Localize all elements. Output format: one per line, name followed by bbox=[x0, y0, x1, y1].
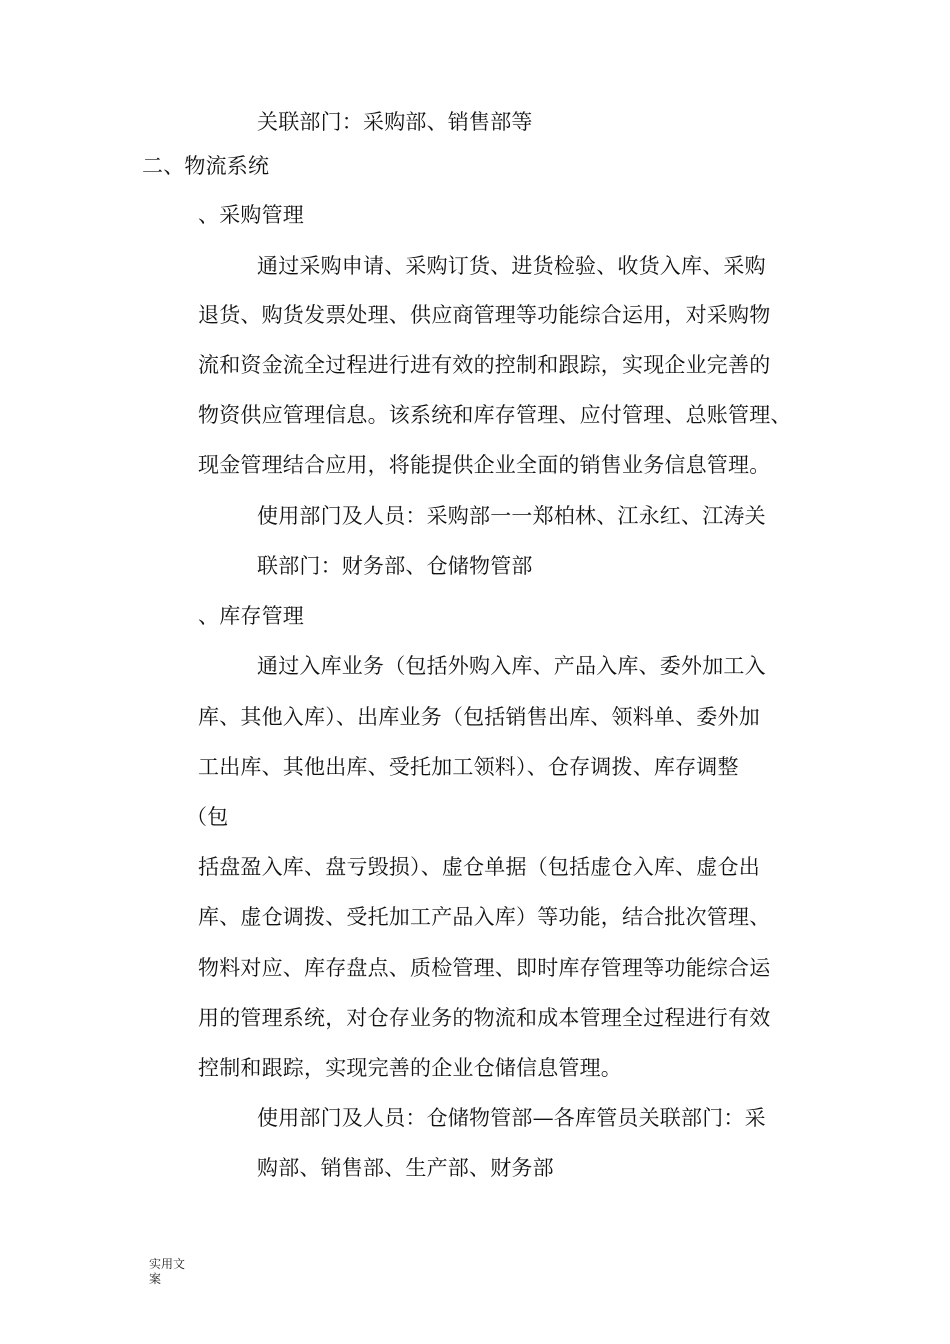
paragraph-line: 通过采购申请、采购订货、进货检验、收货入库、采购 bbox=[257, 254, 766, 278]
related-departments-line: 联部门：财务部、仓储物管部 bbox=[257, 554, 533, 578]
paragraph-line: 物资供应管理信息。该系统和库存管理、应付管理、总账管理、 bbox=[198, 403, 792, 427]
usage-departments-line: 使用部门及人员：采购部一一郑柏林、江永红、江涛关 bbox=[257, 504, 766, 528]
footer-label-line-2: 案 bbox=[149, 1272, 162, 1286]
paragraph-line: 现金管理结合应用，将能提供企业全面的销售业务信息管理。 bbox=[198, 453, 771, 477]
paragraph-line: 库、其他入库）、出库业务（包括销售出库、领料单、委外加 bbox=[198, 705, 760, 729]
related-departments-line: 购部、销售部、生产部、财务部 bbox=[257, 1156, 554, 1180]
paragraph-line: 工出库、其他出库、受托加工领料）、仓存调拨、库存调整 bbox=[198, 755, 739, 779]
paragraph-line: （包 bbox=[186, 805, 229, 829]
paragraph-line: 物料对应、库存盘点、质检管理、即时库存管理等功能综合运 bbox=[198, 956, 771, 980]
subheading-purchase-management: 、采购管理 bbox=[198, 203, 304, 227]
paragraph-line: 控制和跟踪，实现完善的企业仓储信息管理。 bbox=[198, 1056, 622, 1080]
footer-label-line-1: 实用文 bbox=[149, 1257, 186, 1271]
paragraph-line: 退货、购货发票处理、供应商管理等功能综合运用，对采购物 bbox=[198, 303, 771, 327]
section-heading-logistics-system: 二、物流系统 bbox=[142, 154, 270, 178]
paragraph-line: 用的管理系统，对仓存业务的物流和成本管理全过程进行有效 bbox=[198, 1006, 771, 1030]
related-departments-line: 关联部门：采购部、销售部等 bbox=[257, 110, 533, 134]
usage-departments-line: 使用部门及人员：仓储物管部—各库管员关联部门：采 bbox=[257, 1106, 766, 1130]
subheading-inventory-management: 、库存管理 bbox=[198, 604, 304, 628]
paragraph-line: 通过入库业务（包括外购入库、产品入库、委外加工入 bbox=[257, 654, 766, 678]
paragraph-line: 括盘盈入库、盘亏毁损）、虚仓单据（包括虚仓入库、虚仓出 bbox=[198, 855, 760, 879]
paragraph-line: 库、虚仓调拨、受托加工产品入库）等功能，结合批次管理、 bbox=[198, 905, 771, 929]
paragraph-line: 流和资金流全过程进行进有效的控制和跟踪，实现企业完善的 bbox=[198, 353, 771, 377]
